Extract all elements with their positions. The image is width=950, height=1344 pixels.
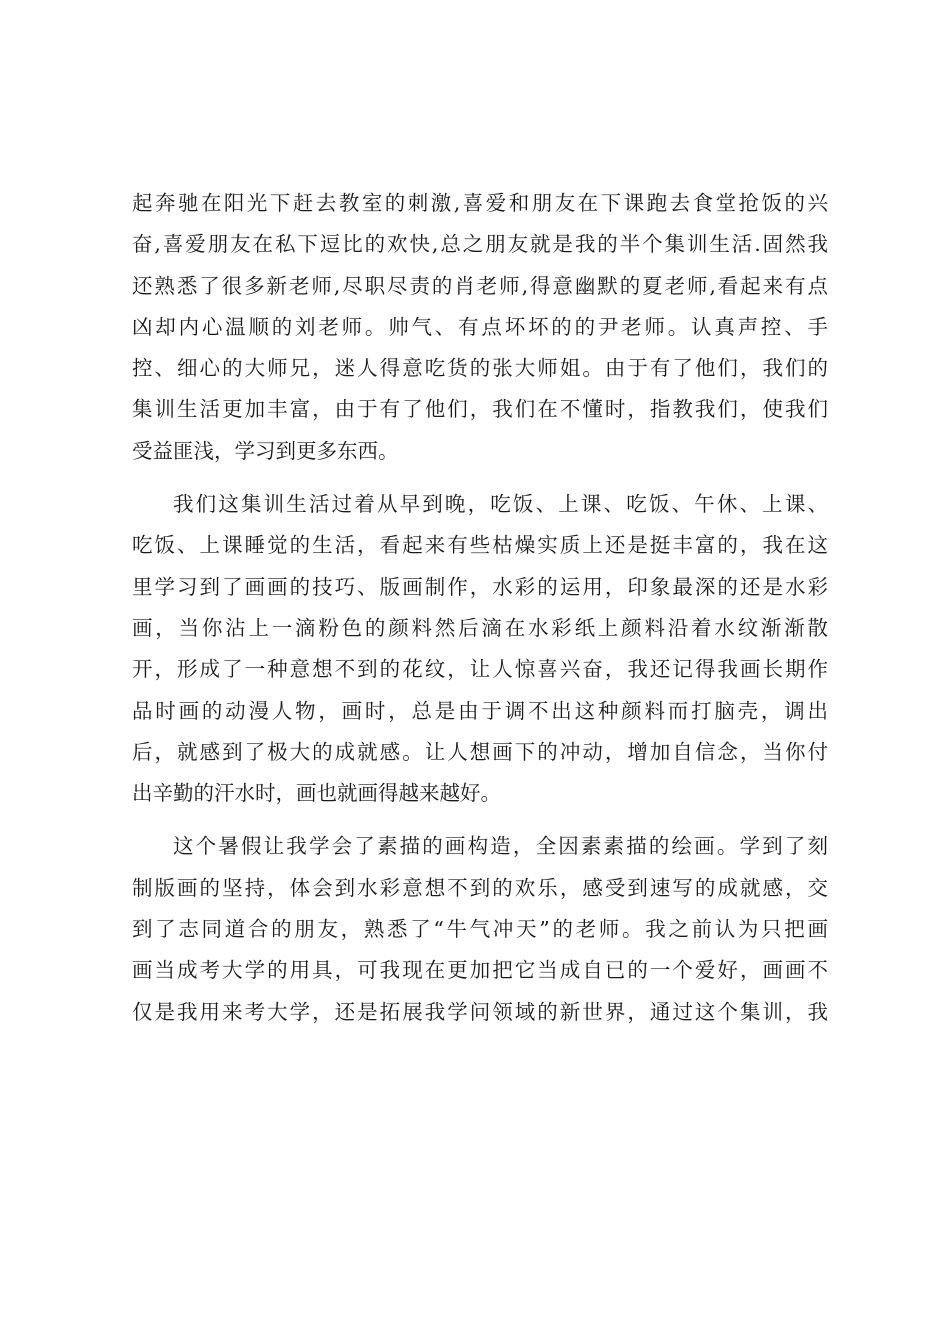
text-line: 还熟悉了很多新老师,尽职尽责的肖老师,得意幽默的夏老师,看起来有点: [132, 273, 828, 298]
text-line: 到了志同道合的朋友，熟悉了“牛气冲天”的老师。我之前认为只把画: [132, 917, 828, 942]
text-line: 画当成考大学的用具，可我现在更加把它当成自已的一个爱好，画画不: [132, 958, 828, 983]
text-line: 出辛勤的汗水时，画也就画得越来越好。: [132, 781, 501, 806]
text-line: 集训生活更加丰富，由于有了他们，我们在不懂时，指教我们，使我们: [132, 397, 828, 422]
text-line: 奋,喜爱朋友在私下逗比的欢快,总之朋友就是我的半个集训生活.固然我: [132, 232, 828, 257]
text-line: 受益匪浅，学习到更多东西。: [132, 438, 399, 463]
text-line: 里学习到了画画的技巧、版画制作，水彩的运用，印象最深的还是水彩: [132, 574, 828, 599]
text-line: 这个暑假让我学会了素描的画构造，全因素素描的绘画。学到了刻: [173, 834, 828, 859]
body-text: [132, 183, 828, 1033]
text-line: 凶却内心温顺的刘老师。帅气、有点坏坏的的尹老师。认真声控、手: [132, 314, 828, 339]
text-line: 品时画的动漫人物，画时，总是由于调不出这种颜料而打脑壳，调出: [132, 698, 828, 723]
text-line: 吃饭、上课睡觉的生活，看起来有些枯燥实质上还是挺丰富的，我在这: [132, 533, 828, 558]
text-line: 后，就感到了极大的成就感。让人想画下的冲动，增加自信念，当你付: [132, 739, 828, 764]
paragraph-spacer: [132, 814, 828, 826]
paragraph-1: [132, 183, 828, 472]
text-line: 画，当你沾上一滴粉色的颜料然后滴在水彩纸上颜料沿着水纹渐渐散: [132, 615, 828, 640]
text-line: 制版画的坚持，体会到水彩意想不到的欢乐，感受到速写的成就感，交: [132, 875, 828, 900]
text-line: 起奔驰在阳光下赶去教室的刺激,喜爱和朋友在下课跑去食堂抢饭的兴: [132, 191, 828, 215]
paragraph-2: [132, 484, 828, 814]
paragraph-spacer: [132, 472, 828, 484]
text-line: 仅是我用来考大学，还是拓展我学问领域的新世界，通过这个集训，我: [132, 999, 828, 1024]
text-line: 我们这集训生活过着从早到晚，吃饭、上课、吃饭、午休、上课、: [173, 492, 828, 517]
text-line: 开，形成了一种意想不到的花纹，让人惊喜兴奋，我还记得我画长期作: [132, 657, 828, 682]
paragraph-3: [132, 826, 828, 1032]
text-line: 控、细心的大师兄，迷人得意吃货的张大师姐。由于有了他们，我们的: [132, 356, 828, 381]
